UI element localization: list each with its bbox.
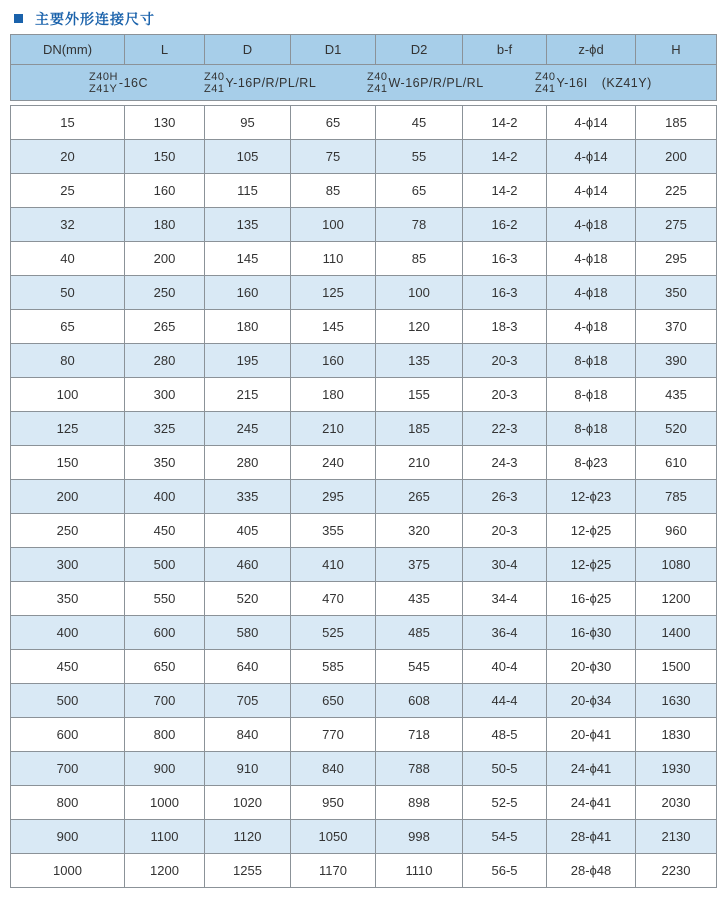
table-cell: 550 bbox=[125, 582, 205, 616]
table-cell: 650 bbox=[291, 684, 376, 718]
table-cell: 435 bbox=[636, 378, 717, 412]
table-cell: 265 bbox=[125, 310, 205, 344]
table-row bbox=[11, 786, 717, 820]
table-cell: 410 bbox=[291, 548, 376, 582]
table-cell: 45 bbox=[376, 106, 463, 140]
table-row bbox=[11, 242, 717, 276]
table-cell: 4-ϕ18 bbox=[547, 276, 636, 310]
table-cell: 1255 bbox=[205, 854, 291, 888]
table-cell: 115 bbox=[205, 174, 291, 208]
table-cell: 245 bbox=[205, 412, 291, 446]
table-cell: 800 bbox=[125, 718, 205, 752]
table-cell: 100 bbox=[376, 276, 463, 310]
table-cell: 185 bbox=[376, 412, 463, 446]
table-cell: 50 bbox=[11, 276, 125, 310]
table-cell: 4-ϕ14 bbox=[547, 174, 636, 208]
table-cell: 8-ϕ23 bbox=[547, 446, 636, 480]
model-designations bbox=[11, 65, 716, 100]
table-cell: 998 bbox=[376, 820, 463, 854]
model-variant-4 bbox=[535, 65, 652, 100]
table-cell: 50-5 bbox=[463, 752, 547, 786]
table-cell: 500 bbox=[125, 548, 205, 582]
table-cell: 400 bbox=[11, 616, 125, 650]
table-cell: 450 bbox=[11, 650, 125, 684]
table-cell: 280 bbox=[125, 344, 205, 378]
table-cell: 1200 bbox=[636, 582, 717, 616]
table-cell: 130 bbox=[125, 106, 205, 140]
table-cell: 240 bbox=[291, 446, 376, 480]
table-cell: 65 bbox=[11, 310, 125, 344]
table-cell: 1000 bbox=[11, 854, 125, 888]
table-cell: 250 bbox=[125, 276, 205, 310]
model-top: Z40 bbox=[367, 70, 388, 83]
table-cell: 390 bbox=[636, 344, 717, 378]
model-variant-1 bbox=[89, 65, 148, 100]
table-cell: 610 bbox=[636, 446, 717, 480]
table-cell: 44-4 bbox=[463, 684, 547, 718]
model-suffix: Y-16I bbox=[556, 75, 588, 90]
model-bottom: Z41 bbox=[204, 82, 225, 95]
column-header-l: L bbox=[125, 35, 205, 65]
table-cell: 26-3 bbox=[463, 480, 547, 514]
table-cell: 36-4 bbox=[463, 616, 547, 650]
table-cell: 95 bbox=[205, 106, 291, 140]
table-cell: 295 bbox=[636, 242, 717, 276]
table-cell: 325 bbox=[125, 412, 205, 446]
table-cell: 210 bbox=[376, 446, 463, 480]
table-cell: 195 bbox=[205, 344, 291, 378]
table-cell: 1020 bbox=[205, 786, 291, 820]
column-header-bf: b-f bbox=[463, 35, 547, 65]
table-cell: 55 bbox=[376, 140, 463, 174]
table-cell: 2030 bbox=[636, 786, 717, 820]
table-cell: 525 bbox=[291, 616, 376, 650]
table-cell: 75 bbox=[291, 140, 376, 174]
table-cell: 52-5 bbox=[463, 786, 547, 820]
table-row bbox=[11, 650, 717, 684]
table-row bbox=[11, 276, 717, 310]
table-row bbox=[11, 480, 717, 514]
table-cell: 18-3 bbox=[463, 310, 547, 344]
table-cell: 24-ϕ41 bbox=[547, 786, 636, 820]
table-cell: 185 bbox=[636, 106, 717, 140]
table-row bbox=[11, 344, 717, 378]
table-cell: 960 bbox=[636, 514, 717, 548]
table-cell: 1100 bbox=[125, 820, 205, 854]
table-cell: 1630 bbox=[636, 684, 717, 718]
table-cell: 545 bbox=[376, 650, 463, 684]
table-cell: 16-2 bbox=[463, 208, 547, 242]
table-cell: 400 bbox=[125, 480, 205, 514]
column-header-d2: D2 bbox=[376, 35, 463, 65]
table-cell: 12-ϕ23 bbox=[547, 480, 636, 514]
table-cell: 4-ϕ18 bbox=[547, 208, 636, 242]
table-cell: 20-3 bbox=[463, 514, 547, 548]
table-cell: 1500 bbox=[636, 650, 717, 684]
column-header-dn: DN(mm) bbox=[11, 35, 125, 65]
table-cell: 650 bbox=[125, 650, 205, 684]
table-cell: 700 bbox=[125, 684, 205, 718]
table-cell: 280 bbox=[205, 446, 291, 480]
section-title-bar bbox=[0, 0, 726, 28]
table-cell: 435 bbox=[376, 582, 463, 616]
table-cell: 135 bbox=[376, 344, 463, 378]
table-cell: 80 bbox=[11, 344, 125, 378]
table-cell: 180 bbox=[291, 378, 376, 412]
table-row bbox=[11, 174, 717, 208]
model-top: Z40H bbox=[89, 70, 118, 83]
table-row bbox=[11, 752, 717, 786]
table-cell: 335 bbox=[205, 480, 291, 514]
table-cell: 14-2 bbox=[463, 106, 547, 140]
table-cell: 180 bbox=[205, 310, 291, 344]
table-cell: 100 bbox=[11, 378, 125, 412]
table-cell: 950 bbox=[291, 786, 376, 820]
table-cell: 16-3 bbox=[463, 242, 547, 276]
dimension-table-body bbox=[11, 106, 717, 888]
table-cell: 20-ϕ30 bbox=[547, 650, 636, 684]
table-cell: 350 bbox=[11, 582, 125, 616]
table-cell: 295 bbox=[291, 480, 376, 514]
table-row bbox=[11, 718, 717, 752]
model-variant-3 bbox=[367, 65, 484, 100]
table-cell: 910 bbox=[205, 752, 291, 786]
table-row bbox=[11, 684, 717, 718]
table-cell: 520 bbox=[205, 582, 291, 616]
table-cell: 85 bbox=[291, 174, 376, 208]
table-row bbox=[11, 412, 717, 446]
table-cell: 770 bbox=[291, 718, 376, 752]
table-cell: 4-ϕ14 bbox=[547, 106, 636, 140]
table-cell: 350 bbox=[636, 276, 717, 310]
table-cell: 160 bbox=[125, 174, 205, 208]
table-cell: 15 bbox=[11, 106, 125, 140]
table-row bbox=[11, 208, 717, 242]
table-cell: 375 bbox=[376, 548, 463, 582]
model-note: (KZ41Y) bbox=[601, 75, 652, 90]
square-bullet-icon bbox=[14, 14, 23, 23]
column-header-d: D bbox=[205, 35, 291, 65]
table-cell: 718 bbox=[376, 718, 463, 752]
table-row bbox=[11, 548, 717, 582]
table-row bbox=[11, 310, 717, 344]
table-cell: 520 bbox=[636, 412, 717, 446]
column-header-row bbox=[11, 35, 717, 65]
table-cell: 225 bbox=[636, 174, 717, 208]
column-header-d1: D1 bbox=[291, 35, 376, 65]
table-cell: 600 bbox=[125, 616, 205, 650]
model-top: Z40 bbox=[535, 70, 556, 83]
table-cell: 34-4 bbox=[463, 582, 547, 616]
table-cell: 24-ϕ41 bbox=[547, 752, 636, 786]
table-cell: 1120 bbox=[205, 820, 291, 854]
table-cell: 4-ϕ18 bbox=[547, 242, 636, 276]
section-title: 主要外形连接尺寸 bbox=[35, 10, 155, 27]
model-suffix: Y-16P/R/PL/RL bbox=[225, 75, 317, 90]
table-cell: 65 bbox=[376, 174, 463, 208]
table-cell: 12-ϕ25 bbox=[547, 514, 636, 548]
model-suffix: W-16P/R/PL/RL bbox=[388, 75, 484, 90]
table-cell: 840 bbox=[205, 718, 291, 752]
table-cell: 210 bbox=[291, 412, 376, 446]
table-row bbox=[11, 616, 717, 650]
table-cell: 705 bbox=[205, 684, 291, 718]
table-cell: 320 bbox=[376, 514, 463, 548]
table-cell: 14-2 bbox=[463, 174, 547, 208]
table-cell: 200 bbox=[125, 242, 205, 276]
table-cell: 16-ϕ30 bbox=[547, 616, 636, 650]
table-cell: 160 bbox=[205, 276, 291, 310]
table-cell: 1400 bbox=[636, 616, 717, 650]
table-cell: 215 bbox=[205, 378, 291, 412]
table-cell: 24-3 bbox=[463, 446, 547, 480]
table-cell: 8-ϕ18 bbox=[547, 378, 636, 412]
table-cell: 16-3 bbox=[463, 276, 547, 310]
table-cell: 580 bbox=[205, 616, 291, 650]
dimension-table bbox=[10, 34, 716, 888]
table-cell: 200 bbox=[11, 480, 125, 514]
table-cell: 30-4 bbox=[463, 548, 547, 582]
table-cell: 1930 bbox=[636, 752, 717, 786]
model-variant-2 bbox=[204, 65, 316, 100]
model-bottom: Z41 bbox=[535, 82, 556, 95]
table-cell: 2230 bbox=[636, 854, 717, 888]
table-cell: 100 bbox=[291, 208, 376, 242]
table-cell: 600 bbox=[11, 718, 125, 752]
table-cell: 700 bbox=[11, 752, 125, 786]
table-row bbox=[11, 582, 717, 616]
table-cell: 4-ϕ14 bbox=[547, 140, 636, 174]
table-cell: 78 bbox=[376, 208, 463, 242]
table-cell: 355 bbox=[291, 514, 376, 548]
table-row bbox=[11, 446, 717, 480]
table-cell: 54-5 bbox=[463, 820, 547, 854]
table-cell: 788 bbox=[376, 752, 463, 786]
table-cell: 2130 bbox=[636, 820, 717, 854]
table-cell: 145 bbox=[291, 310, 376, 344]
table-cell: 22-3 bbox=[463, 412, 547, 446]
table-cell: 470 bbox=[291, 582, 376, 616]
table-row bbox=[11, 140, 717, 174]
table-cell: 1200 bbox=[125, 854, 205, 888]
dimension-table-header bbox=[10, 34, 717, 101]
table-cell: 125 bbox=[291, 276, 376, 310]
table-cell: 12-ϕ25 bbox=[547, 548, 636, 582]
table-cell: 14-2 bbox=[463, 140, 547, 174]
table-cell: 180 bbox=[125, 208, 205, 242]
table-cell: 460 bbox=[205, 548, 291, 582]
model-top: Z40 bbox=[204, 70, 225, 83]
model-bottom: Z41 bbox=[367, 82, 388, 95]
table-cell: 150 bbox=[125, 140, 205, 174]
table-cell: 405 bbox=[205, 514, 291, 548]
table-cell: 900 bbox=[11, 820, 125, 854]
table-cell: 135 bbox=[205, 208, 291, 242]
table-cell: 28-ϕ48 bbox=[547, 854, 636, 888]
table-cell: 800 bbox=[11, 786, 125, 820]
table-cell: 1110 bbox=[376, 854, 463, 888]
table-cell: 120 bbox=[376, 310, 463, 344]
table-cell: 900 bbox=[125, 752, 205, 786]
table-cell: 105 bbox=[205, 140, 291, 174]
table-row bbox=[11, 106, 717, 140]
table-cell: 898 bbox=[376, 786, 463, 820]
model-designation-row bbox=[11, 65, 717, 101]
table-cell: 1830 bbox=[636, 718, 717, 752]
table-cell: 32 bbox=[11, 208, 125, 242]
table-cell: 250 bbox=[11, 514, 125, 548]
dimension-table-data bbox=[10, 105, 717, 888]
table-cell: 350 bbox=[125, 446, 205, 480]
table-cell: 155 bbox=[376, 378, 463, 412]
table-cell: 145 bbox=[205, 242, 291, 276]
table-cell: 48-5 bbox=[463, 718, 547, 752]
table-cell: 56-5 bbox=[463, 854, 547, 888]
table-cell: 1000 bbox=[125, 786, 205, 820]
table-cell: 20-3 bbox=[463, 344, 547, 378]
table-cell: 450 bbox=[125, 514, 205, 548]
column-header-h: H bbox=[636, 35, 717, 65]
table-row bbox=[11, 514, 717, 548]
table-cell: 8-ϕ18 bbox=[547, 344, 636, 378]
table-cell: 585 bbox=[291, 650, 376, 684]
table-cell: 4-ϕ18 bbox=[547, 310, 636, 344]
table-cell: 65 bbox=[291, 106, 376, 140]
table-row bbox=[11, 820, 717, 854]
table-cell: 370 bbox=[636, 310, 717, 344]
table-cell: 300 bbox=[125, 378, 205, 412]
table-cell: 840 bbox=[291, 752, 376, 786]
table-cell: 20-3 bbox=[463, 378, 547, 412]
table-cell: 20 bbox=[11, 140, 125, 174]
table-cell: 485 bbox=[376, 616, 463, 650]
table-cell: 85 bbox=[376, 242, 463, 276]
table-cell: 500 bbox=[11, 684, 125, 718]
table-cell: 1050 bbox=[291, 820, 376, 854]
table-cell: 20-ϕ34 bbox=[547, 684, 636, 718]
table-cell: 160 bbox=[291, 344, 376, 378]
table-cell: 8-ϕ18 bbox=[547, 412, 636, 446]
column-header-zd: z-ϕd bbox=[547, 35, 636, 65]
table-cell: 125 bbox=[11, 412, 125, 446]
table-cell: 20-ϕ41 bbox=[547, 718, 636, 752]
table-cell: 200 bbox=[636, 140, 717, 174]
table-cell: 150 bbox=[11, 446, 125, 480]
table-cell: 640 bbox=[205, 650, 291, 684]
table-cell: 1170 bbox=[291, 854, 376, 888]
table-cell: 785 bbox=[636, 480, 717, 514]
table-cell: 608 bbox=[376, 684, 463, 718]
table-row bbox=[11, 378, 717, 412]
table-cell: 40 bbox=[11, 242, 125, 276]
table-cell: 25 bbox=[11, 174, 125, 208]
table-cell: 16-ϕ25 bbox=[547, 582, 636, 616]
table-cell: 275 bbox=[636, 208, 717, 242]
table-cell: 28-ϕ41 bbox=[547, 820, 636, 854]
table-row bbox=[11, 854, 717, 888]
model-suffix: -16C bbox=[118, 75, 148, 90]
table-cell: 40-4 bbox=[463, 650, 547, 684]
table-cell: 110 bbox=[291, 242, 376, 276]
table-cell: 300 bbox=[11, 548, 125, 582]
table-cell: 265 bbox=[376, 480, 463, 514]
table-cell: 1080 bbox=[636, 548, 717, 582]
model-bottom: Z41Y bbox=[89, 82, 118, 95]
